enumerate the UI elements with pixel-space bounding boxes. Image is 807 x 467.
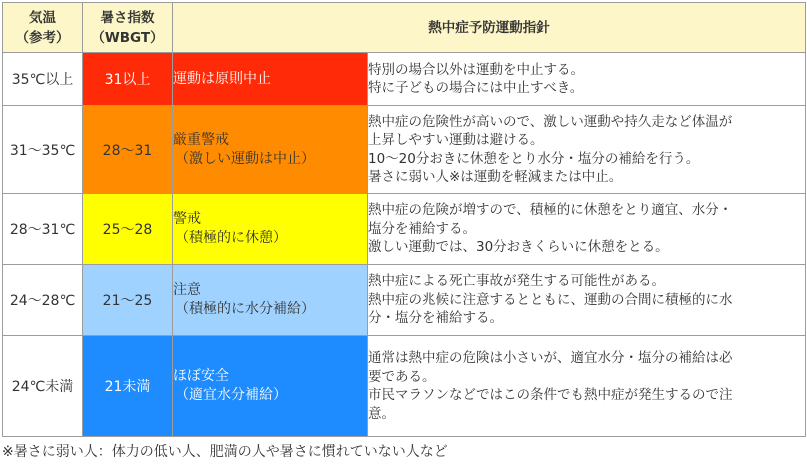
description-line: 10～20分おきに休憩をとり水分・塩分の補給を行う。	[368, 150, 700, 167]
description-line: 熱中症の危険性が高いので、激しい運動や持久走など体温が	[368, 113, 733, 130]
wbgt-index-header	[83, 3, 173, 53]
risk-level-sub-label: （適宜水分補給）	[175, 387, 287, 403]
risk-level-cell	[173, 194, 368, 265]
risk-level-sub-label: （激しい運動は中止）	[175, 150, 315, 167]
table-header-row	[3, 3, 806, 53]
description-line: 要である。	[368, 368, 436, 385]
table-row	[3, 53, 806, 106]
risk-level-sub-label: （積極的に休憩）	[175, 230, 287, 246]
temperature-header-sub: （参考）	[15, 29, 70, 46]
description-line: 上昇しやすい運動は避ける。	[368, 132, 544, 148]
description-line: 暑さに弱い人※は運動を軽減または中止。	[368, 169, 623, 185]
wbgt-index-cell: 25～28	[83, 194, 173, 265]
temperature-cell: 35℃以上	[3, 53, 83, 106]
guideline-header: 熱中症予防運動指針	[173, 3, 806, 53]
description-line: 意。	[368, 405, 395, 422]
description-line: 熱中症の兆候に注意するとともに、運動の合間に積極的に水	[368, 291, 733, 308]
temperature-cell: 28～31℃	[3, 194, 83, 265]
guideline-description-cell	[368, 336, 806, 437]
wbgt-index-cell: 21～25	[83, 265, 173, 336]
risk-level-label: 注意	[173, 282, 201, 298]
description-line: 特別の場合以外は運動を中止する。	[368, 61, 584, 78]
risk-level-label: 厳重警戒	[173, 131, 229, 148]
table-row	[3, 336, 806, 437]
table-row	[3, 265, 806, 336]
risk-level-cell	[173, 106, 368, 194]
wbgt-index-header-title: 暑さ指数	[100, 9, 155, 26]
description-line: 市民マラソンなどではこの条件でも熱中症が発生するので注	[368, 387, 733, 403]
guideline-description-cell	[368, 265, 806, 336]
description-line: 特に子どもの場合には中止すべき。	[368, 80, 584, 96]
wbgt-guideline-table	[2, 2, 806, 437]
temperature-cell: 24℃未満	[3, 336, 83, 437]
description-line: 熱中症の危険が増すので、積極的に休憩をとり適宜、水分・	[368, 202, 733, 219]
temperature-header-title: 気温	[29, 9, 56, 26]
risk-level-sub-label: （積極的に水分補給）	[175, 301, 315, 317]
table-row	[3, 194, 806, 265]
description-line: 塩分を補給する。	[368, 220, 476, 237]
risk-level-label: 警戒	[173, 211, 201, 227]
risk-level-cell	[173, 53, 368, 106]
risk-level-cell	[173, 265, 368, 336]
wbgt-index-cell: 21未満	[83, 336, 173, 437]
risk-level-cell	[173, 336, 368, 437]
description-line: 激しい運動では、30分おきくらいに休憩をとる。	[368, 239, 669, 256]
description-line: 熱中症による死亡事故が発生する可能性がある。	[368, 273, 665, 290]
temperature-header	[3, 3, 83, 53]
temperature-cell: 31～35℃	[3, 106, 83, 194]
guideline-description-cell	[368, 53, 806, 106]
guideline-description-cell	[368, 194, 806, 265]
wbgt-index-cell: 28～31	[83, 106, 173, 194]
wbgt-index-cell: 31以上	[83, 53, 173, 106]
risk-level-label: 運動は原則中止	[173, 70, 271, 87]
temperature-cell: 24～28℃	[3, 265, 83, 336]
description-line: 分・塩分を補給する。	[368, 310, 503, 327]
guideline-description-cell	[368, 106, 806, 194]
description-line: 通常は熱中症の危険は小さいが、適宜水分・塩分の補給は必	[368, 350, 733, 366]
risk-level-label: ほぼ安全	[173, 368, 229, 384]
table-row	[3, 106, 806, 194]
wbgt-index-header-sub: （WBGT）	[91, 29, 164, 46]
footnote: ※暑さに弱い人：体力の低い人、肥満の人や暑さに慣れていない人など	[2, 444, 448, 460]
